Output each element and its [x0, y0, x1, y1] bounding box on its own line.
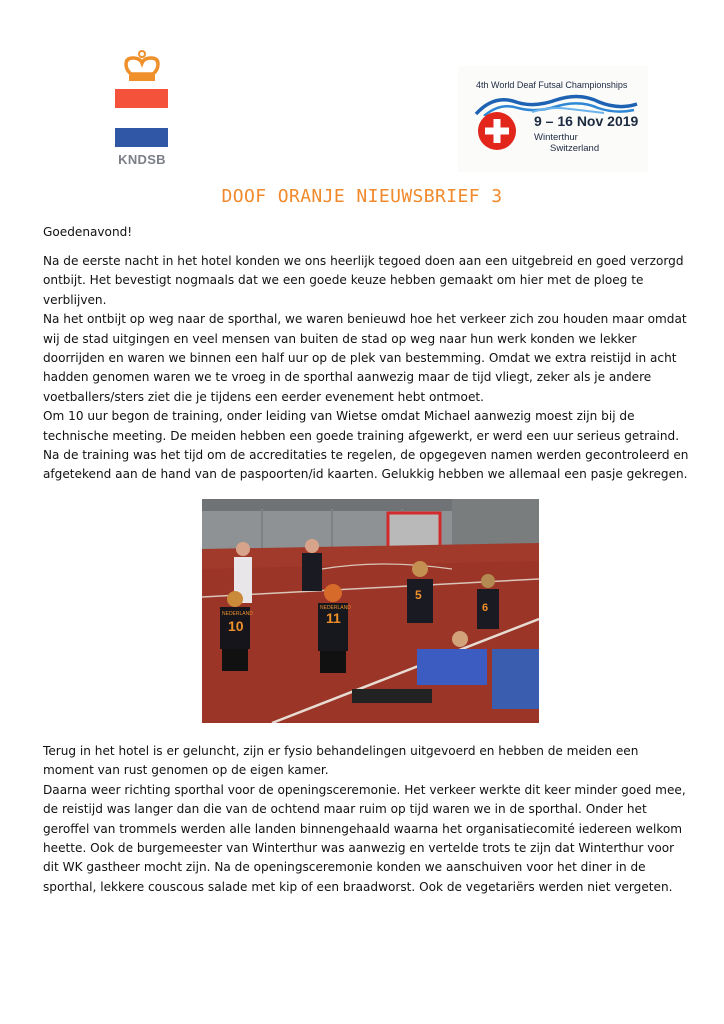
- championship-country: Switzerland: [550, 143, 600, 154]
- swiss-cross-icon: [476, 110, 518, 152]
- jersey-number: 6: [482, 602, 489, 614]
- jersey-number: 5: [415, 588, 422, 602]
- paragraph: Na het ontbijt op weg naar de sporthal, we waren benieuwd hoe het verkeer zich zou houden maar omdat wij de stad uitgingen en veel mensen van buiten de stad op weg naar hun werk konden we lekker doorrijden en waren we binnen een half uur op de plek van bestemming. Omdat we extra reistijd in acht hadden genomen waren we te vroeg in de sporthal aanwezig maar de tijd vliegt, zeker als je andere voetballers/sters ziet die je tijdens een eerder evenement hebt ontmoet.: [43, 312, 687, 404]
- flag-red-stripe: [115, 89, 168, 108]
- newsletter-title: DOOF ORANJE NIEUWSBRIEF 3: [221, 186, 503, 207]
- jersey-text: NEDERLAND: [320, 605, 351, 611]
- greeting: [43, 223, 693, 242]
- flag-white-stripe: [115, 108, 168, 127]
- championship-logo: [458, 66, 648, 172]
- jersey-text: NEDERLAND: [222, 611, 253, 617]
- championship-city: Winterthur: [534, 132, 578, 143]
- paragraph: Terug in het hotel is er geluncht, zijn er fysio behandelingen uitgevoerd en hebben de meiden een moment van rust genomen op de eigen kamer.: [43, 744, 639, 778]
- kndsb-logo: [113, 50, 171, 170]
- text-block-bottom: [43, 742, 693, 897]
- greeting-text: Goedenavond!: [43, 225, 133, 239]
- kndsb-name: KNDSB: [118, 152, 166, 167]
- paragraph: Na de training was het tijd om de accreditaties te regelen, de opgegeven namen werden gecontroleerd en afgetekend aan de hand van de paspoorten/id kaarten. Gelukkig hebben we allemaal een pasje gekregen.: [43, 448, 689, 482]
- championship-title: 4th World Deaf Futsal Championships: [476, 80, 628, 90]
- paragraph: Daarna weer richting sporthal voor de openingsceremonie. Het verkeer werkte dit keer minder goed mee, de reistijd was langer dan die van de ochtend maar ruim op tijd waren we in de sporthal. Onder het geroffel van trommels werden alle landen binnengehaald waarna het organisatiecomité iedereen welkom heette. Ook de burgemeester van Winterthur was aanwezig en vertelde trots te zijn dat Winterthur voor dit WK gastheer mocht zijn. Na de openingsceremonie konden we aanschuiven voor het diner in de sporthal, lekkere couscous salade met kip of een braadworst. Ook de vegetariërs werden niet vergeten.: [43, 782, 686, 894]
- text-block-top: [43, 252, 693, 485]
- jersey-number: 11: [326, 610, 341, 626]
- championship-dates: 9 – 16 Nov 2019: [534, 113, 639, 129]
- training-photo: [202, 499, 539, 723]
- jersey-number: 10: [228, 618, 244, 634]
- flag-blue-stripe: [115, 128, 168, 147]
- training-photo-scene: [202, 499, 539, 723]
- paragraph: Om 10 uur begon de training, onder leiding van Wietse omdat Michael aanwezig moest zijn bij de technische meeting. De meiden hebben een goede training afgewerkt, er werd een uur serieus getraind.: [43, 409, 680, 443]
- crown-icon: [120, 50, 164, 84]
- paragraph: Na de eerste nacht in het hotel konden we ons heerlijk tegoed doen aan een uitgebreid en goed verzorgd ontbijt. Het bevestigt nogmaals dat we een goede keuze hebben gemaakt om hier met de ploeg te verblijven.: [43, 254, 684, 307]
